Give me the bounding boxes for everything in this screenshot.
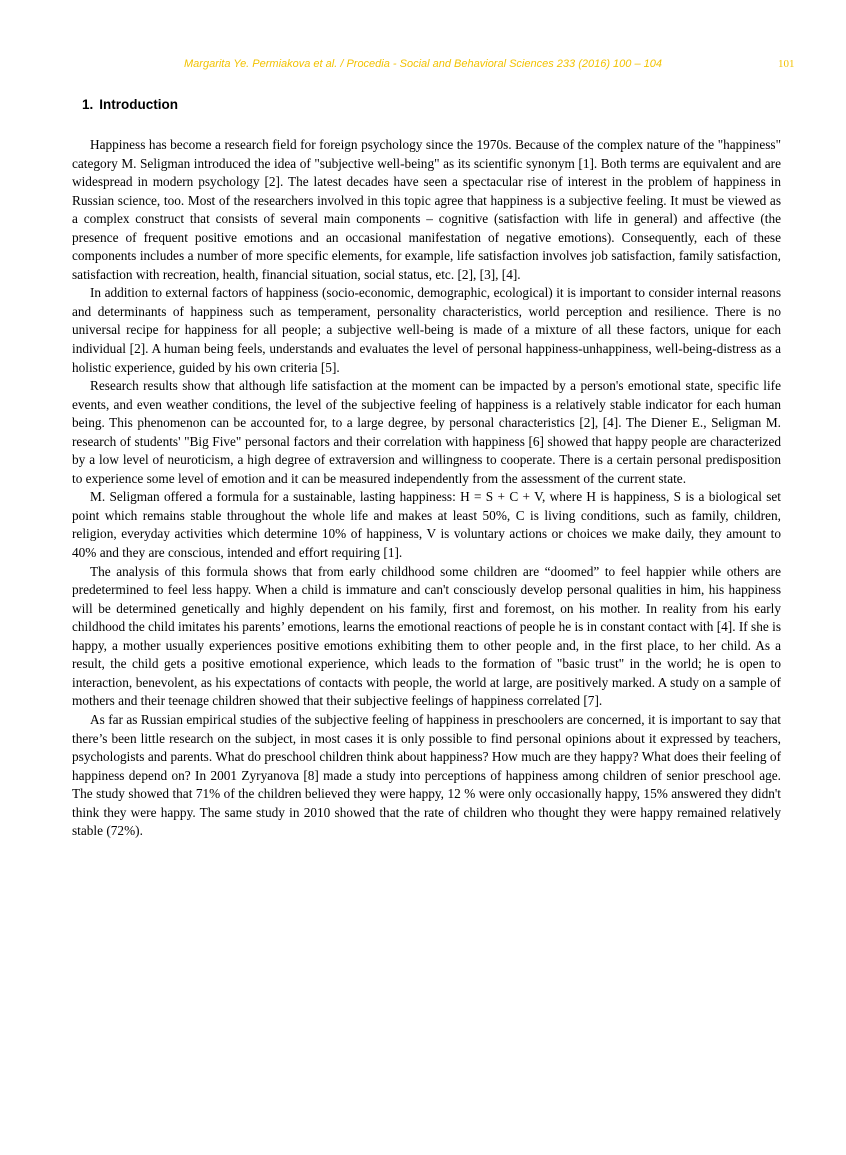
paragraph: Research results show that although life satisfaction at the moment can be impacted by a person's emotional state, specific life events, and even weather conditions, the level of the subjective feeling of happiness is a relatively stable indicator for each human being. This phenomenon can be accounted for, to a large degree, by personal characteristics [2], [4]. The Diener E., Seligman M. research of students' "Big Five" personal factors and their correlation with happiness [6] showed that happy people are characterized by a low level of neuroticism, a high degree of extraversion and willingness to cooperate. There is a certain personal predisposition to experience some level of emotion and it can be measured independently from the assessment of the current state. — [72, 378, 781, 486]
paragraph: In addition to external factors of happiness (socio-economic, demographic, ecological) it is important to consider internal reasons and determinants of happiness such as temperament, personality characteristics, world perception and resilience. There is no universal recipe for happiness for all people; a subjective well-being is made of a mixture of all these factors, unique for each individual [2]. A human being feels, understands and evaluates the level of personal happiness-unhappiness, well-being-distress as a holistic experience, guided by his own criteria [5]. — [72, 285, 781, 375]
body-text — [72, 136, 781, 841]
section-heading — [82, 97, 178, 112]
paragraph: As far as Russian empirical studies of the subjective feeling of happiness in preschoolers are concerned, it is important to say that there’s been little research on the subject, in most cases it is only possible to find personal opinions about it expressed by teachers, psychologists and parents. What do preschool children think about happiness? How much are they happy? What does their feeling of happiness depend on? In 2001 Zyryanova [8] made a study into perceptions of happiness among children of senior preschool age. The study showed that 71% of the children believed they were happy, 12 % were only occasionally happy, 15% answered they didn't think they were happy. The same study in 2010 showed that the rate of children who thought they were happy remained relatively stable (72%). — [72, 711, 781, 839]
running-header — [0, 58, 846, 74]
section-number: 1. — [82, 97, 94, 112]
journal-citation: Margarita Ye. Permiakova et al. / Procedia - Social and Behavioral Sciences 233 (2016) 100 – 104 — [184, 58, 662, 70]
paragraph: Happiness has become a research field for foreign psychology since the 1970s. Because of the complex nature of the "happiness" category M. Seligman introduced the idea of "subjective well-being" as its scientific synonym [1]. Both terms are equivalent and are widespread in modern psychology [2]. The latest decades have seen a spectacular rise of interest in the problem of happiness in Russian science, too. Most of the researchers involved in this topic agree that happiness is a subjective feeling. It must be viewed as a complex construct that consists of several main components – cognitive (satisfaction with life in general) and affective (the presence of frequent positive emotions and an occasional manifestation of negative emotions). Consequently, each of these components includes a number of more specific elements, for example, life satisfaction involves job satisfaction, family satisfaction, satisfaction with recreation, health, financial situation, social status, etc. [2], [3], [4]. — [72, 137, 781, 282]
section-title: Introduction — [99, 97, 178, 112]
paragraph: The analysis of this formula shows that from early childhood some children are “doomed” to feel happier while others are predetermined to feel less happy. When a child is immature and can't consciously develop personal qualities in him, his happiness will be determined genetically and highly dependent on his family, first and foremost, on his mother. In reality from his early childhood the child imitates his parents’ emotions, learns the emotional reactions of people he is in constant contact with [4]. If she is happy, a mother usually experiences positive emotions exhibiting them to other people and, in the first place, to her child. As a result, the child gets a positive emotional experience, which leads to the formation of "basic trust" in the world; he is open to interaction, benevolent, as his expectations of contacts with people, the world at large, are positively marked. A study on a sample of mothers and their teenage children showed that their subjective feelings of happiness correlated [7]. — [72, 563, 781, 709]
paragraph: M. Seligman offered a formula for a sustainable, lasting happiness: H = S + C + V, where H is happiness, S is a biological set point which remains stable throughout the whole life and makes at least 50%, C is living conditions, such as family, children, religion, everyday activities which determine 10% of happiness, V is voluntary actions or choices we make daily, they amount to 40% and they are conscious, intended and effort requiring [1]. — [72, 489, 781, 561]
page-number: 101 — [778, 58, 795, 70]
